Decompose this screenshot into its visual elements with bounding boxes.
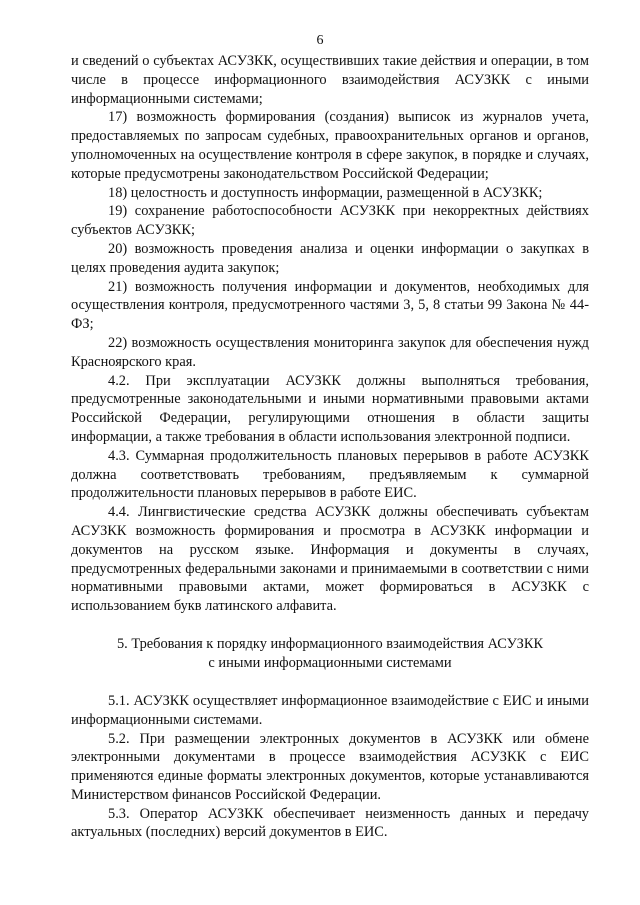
list-item-17: 17) возможность формирования (создания) выписок из журналов учета, предоставляемых по запросам судебных, правоохранительных органов и органов, уполномоченных на осуществление контроля в сфере закупок, в порядке и случаях, которые предусмотрены законодательством Российской Федерации; bbox=[71, 109, 589, 182]
document-body bbox=[71, 52, 589, 842]
clause-5-1: 5.1. АСУЗКК осуществляет информационное взаимодействие с ЕИС и иными информационными системами. bbox=[71, 692, 589, 728]
list-item-20: 20) возможность проведения анализа и оценки информации о закупках в целях проведения аудита закупок; bbox=[71, 240, 589, 276]
clause-4-2: 4.2. При эксплуатации АСУЗКК должны выполняться требования, предусмотренные законодательными и иными нормативными правовыми актами Российской Федерации, регулирующими отношения в области защиты информации, а также требования в области использования электронной подписи. bbox=[71, 372, 589, 445]
clause-5-3: 5.3. Оператор АСУЗКК обеспечивает неизменность данных и передачу актуальных (последних) версий документов в ЕИС. bbox=[71, 805, 589, 841]
list-item-21: 21) возможность получения информации и документов, необходимых для осуществления контроля, предусмотренного частями 3, 5, 8 статьи 99 Закона № 44-ФЗ; bbox=[71, 278, 589, 333]
spacer bbox=[71, 616, 589, 635]
clause-5-2: 5.2. При размещении электронных документов в АСУЗКК или обмене электронными документами в процессе взаимодействия АСУЗКК с ЕИС применяются единые форматы электронных документов, которые устанавливаются Министерством финансов Российской Федерации. bbox=[71, 730, 589, 803]
clause-4-4: 4.4. Лингвистические средства АСУЗКК должны обеспечивать субъектам АСУЗКК возможность формирования и просмотра в АСУЗКК информации и документов на русском языке. Информация и документы в случаях, предусмотренных федеральными законами и принимаемыми в соответствии с ними нормативными правовыми актами, может формироваться в АСУЗКК с использованием букв латинского алфавита. bbox=[71, 504, 589, 615]
clause-4-3: 4.3. Суммарная продолжительность плановых перерывов в работе АСУЗКК должна соответствовать требованиям, предъявляемым к суммарной продолжительности плановых перерывов в работе ЕИС. bbox=[71, 447, 589, 502]
list-item-22: 22) возможность осуществления мониторинга закупок для обеспечения нужд Красноярского края. bbox=[71, 334, 589, 370]
paragraph-continuation: и сведений о субъектах АСУЗКК, осуществивших такие действия и операции, в том числе в процессе информационного взаимодействия АСУЗКК с иными информационными системами; bbox=[71, 53, 589, 107]
section-heading-line-2: с иными информационными системами bbox=[208, 654, 452, 671]
list-item-18: 18) целостность и доступность информации, размещенной в АСУЗКК; bbox=[108, 184, 543, 201]
page-number: 6 bbox=[316, 33, 324, 48]
section-heading-line-1: 5. Требования к порядку информационного взаимодействия АСУЗКК bbox=[116, 635, 544, 652]
list-item-19: 19) сохранение работоспособности АСУЗКК при некорректных действиях субъектов АСУЗКК; bbox=[71, 203, 589, 239]
spacer bbox=[71, 673, 589, 692]
